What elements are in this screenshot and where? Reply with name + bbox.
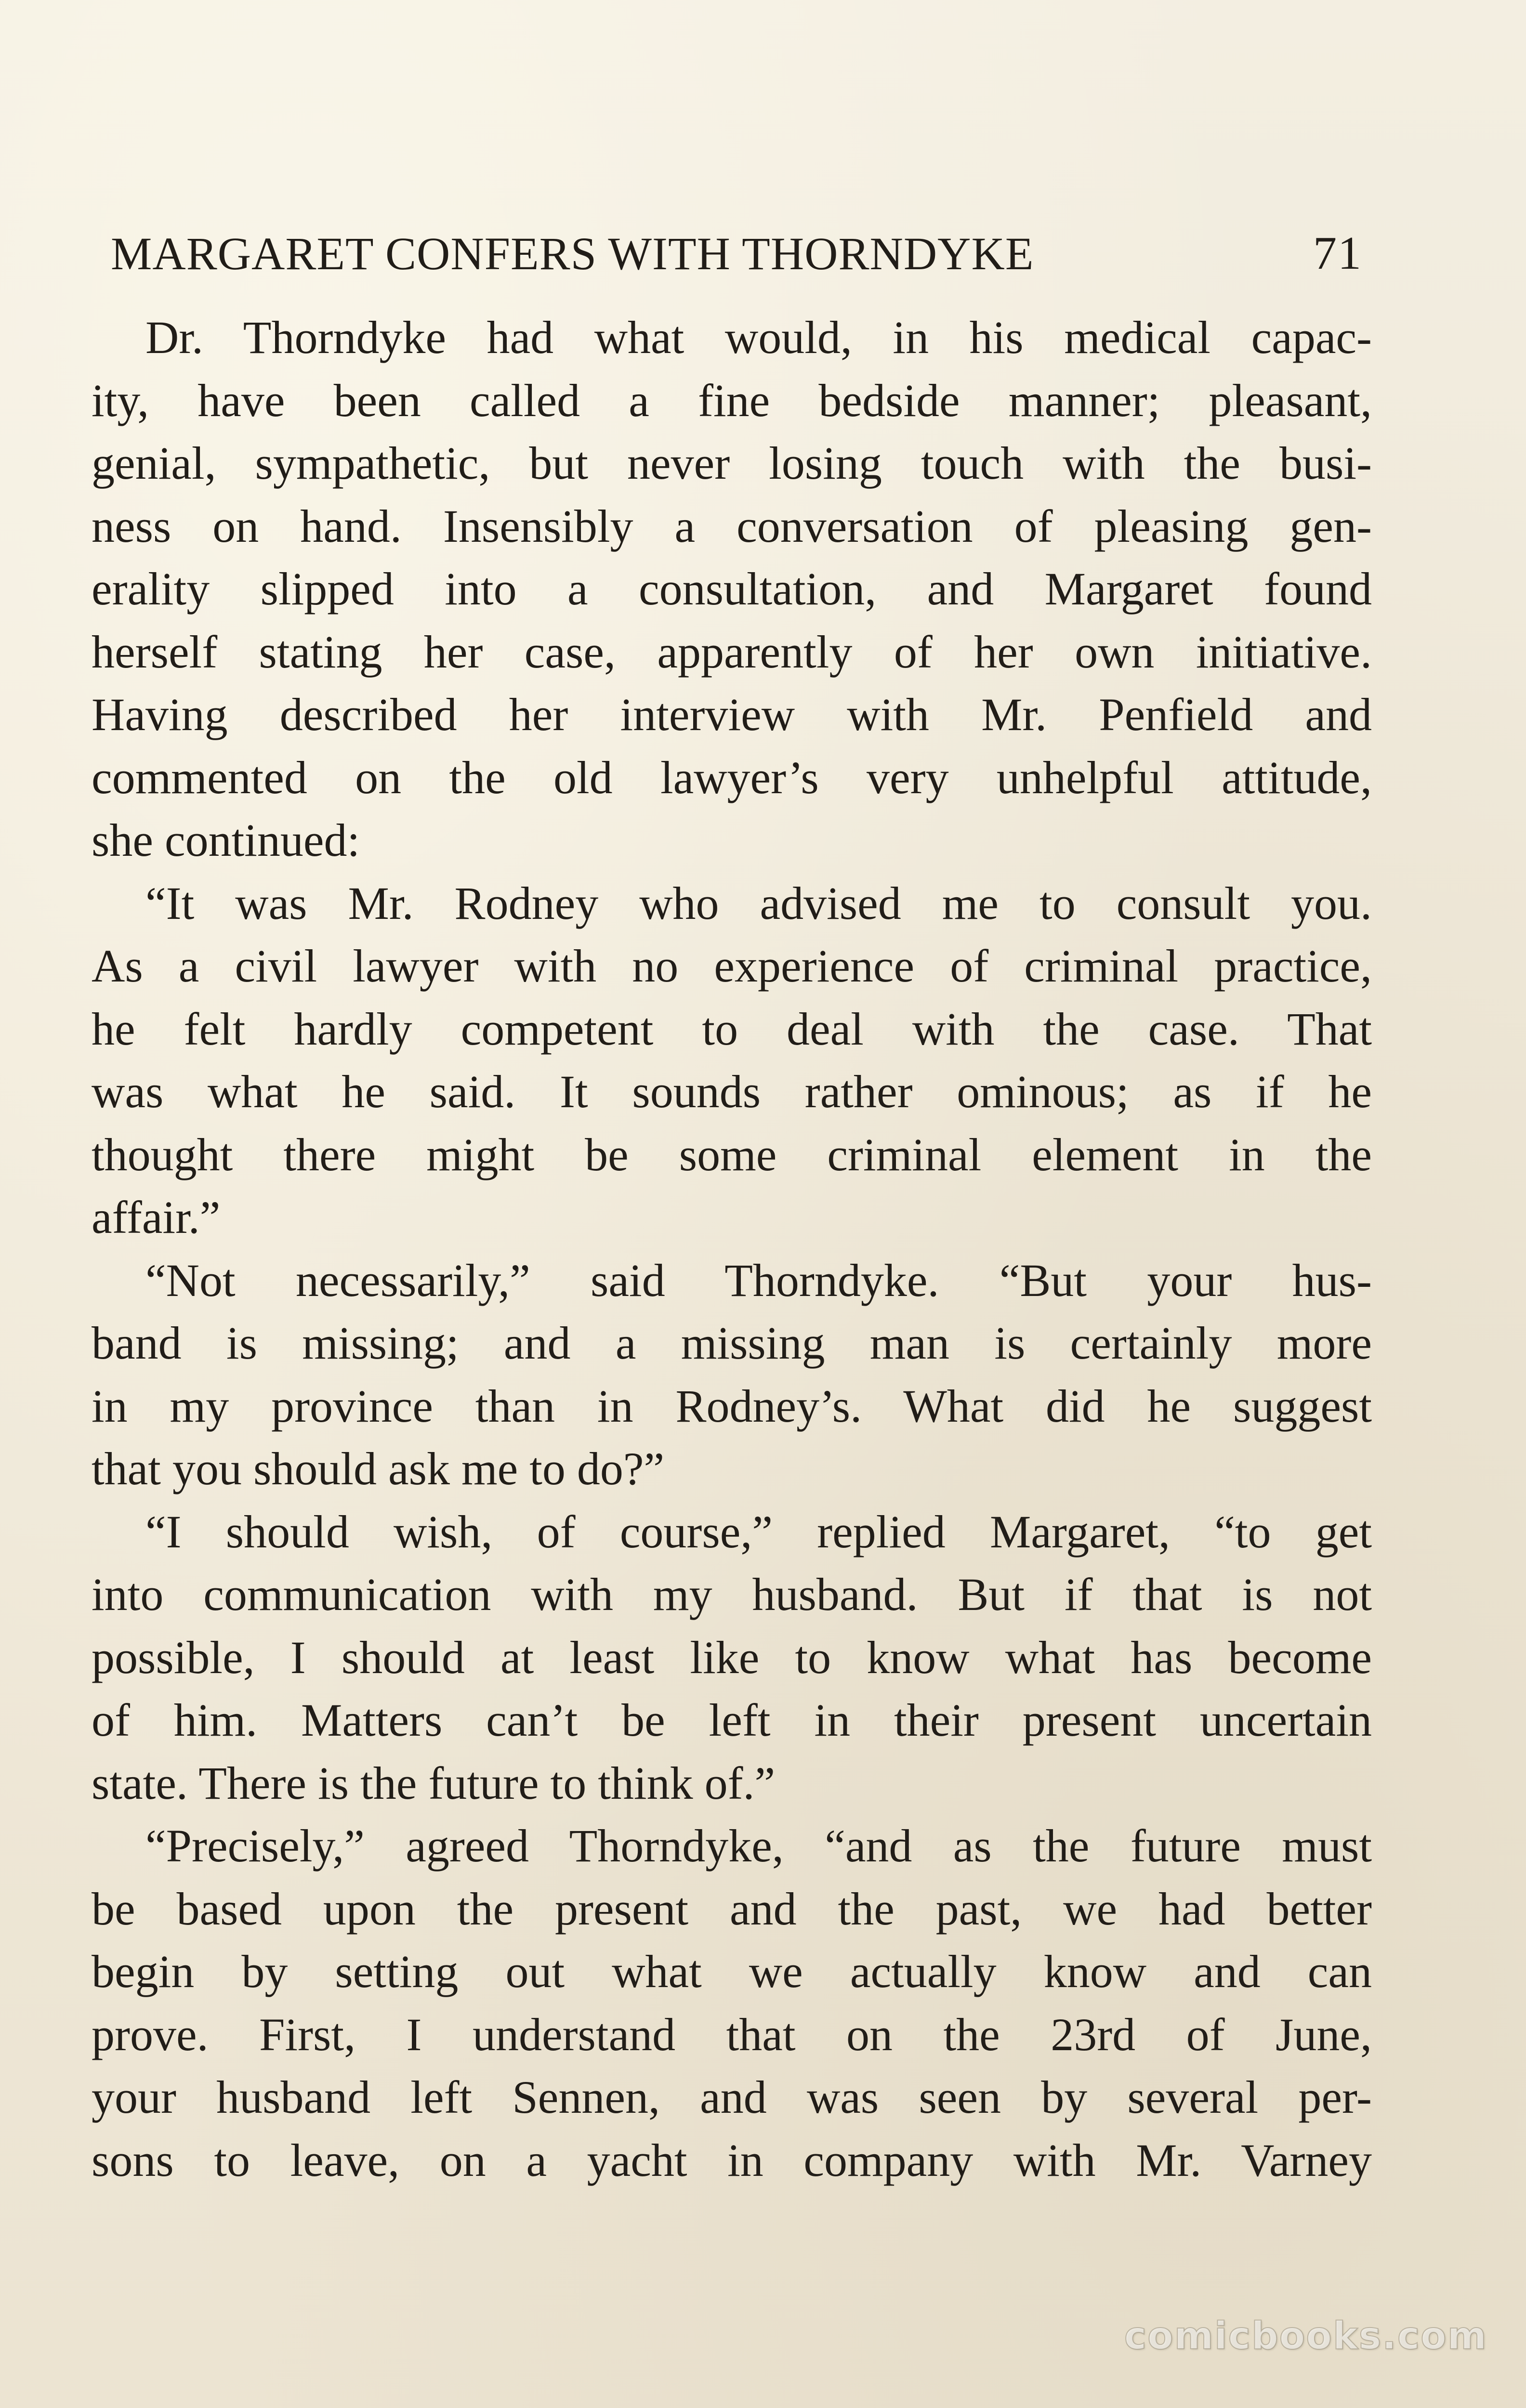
running-head [111, 224, 1362, 282]
chapter-title: MARGARET CONFERS WITH THORNDYKE [111, 227, 1034, 279]
text-line: your husband left Sennen, and was seen by several per- [92, 2071, 1372, 2123]
text-line: was what he said. It sounds rather ominous; as if he [92, 1066, 1372, 1117]
text-line: ness on hand. Insensibly a conversation of pleasing gen- [92, 500, 1372, 552]
text-line: thought there might be some criminal element in the [92, 1128, 1372, 1180]
text-line: be based upon the present and the past, we had better [92, 1883, 1372, 1935]
text-line: begin by setting out what we actually know and can [92, 1946, 1372, 1997]
text-line: erality slipped into a consultation, and Margaret found [92, 563, 1372, 615]
text-line: “Precisely,” agreed Thorndyke, “and as the future must [145, 1820, 1372, 1871]
text-line: genial, sympathetic, but never losing touch with the busi- [92, 437, 1372, 489]
text-line: Having described her interview with Mr. Penfield and [92, 689, 1372, 740]
text-line: of him. Matters can’t be left in their present uncertain [92, 1694, 1372, 1746]
text-line: “Not necessarily,” said Thorndyke. “But your hus- [145, 1254, 1372, 1306]
watermark: comicbooks.com [1124, 2315, 1487, 2358]
text-line: sons to leave, on a yacht in company with Mr. Varney [92, 2134, 1372, 2186]
text-line: “It was Mr. Rodney who advised me to consult you. [145, 877, 1372, 929]
text-line: she continued: [92, 814, 360, 866]
text-line: in my province than in Rodney’s. What did he suggest [92, 1380, 1372, 1432]
text-line: Dr. Thorndyke had what would, in his medical capac- [145, 312, 1372, 363]
text-line: band is missing; and a missing man is certainly more [92, 1317, 1372, 1369]
text-line: As a civil lawyer with no experience of criminal practice, [92, 940, 1372, 992]
text-line: ity, have been called a fine bedside manner; pleasant, [92, 374, 1372, 426]
text-line: commented on the old lawyer’s very unhelpful attitude, [92, 751, 1372, 803]
text-line: that you should ask me to do?” [92, 1443, 665, 1494]
text-line: state. There is the future to think of.” [92, 1757, 776, 1809]
text-line: herself stating her case, apparently of her own initiative. [92, 626, 1372, 678]
text-line: into communication with my husband. But if that is not [92, 1569, 1372, 1620]
text-line: possible, I should at least like to know what has become [92, 1631, 1372, 1683]
text-line: “I should wish, of course,” replied Margaret, “to get [145, 1505, 1372, 1557]
text-line: he felt hardly competent to deal with the case. That [92, 1003, 1372, 1055]
text-line: prove. First, I understand that on the 23rd of June, [92, 2008, 1372, 2060]
text-line: affair.” [92, 1191, 221, 1243]
body-text [92, 306, 1372, 2192]
page-number: 71 [1313, 227, 1362, 279]
